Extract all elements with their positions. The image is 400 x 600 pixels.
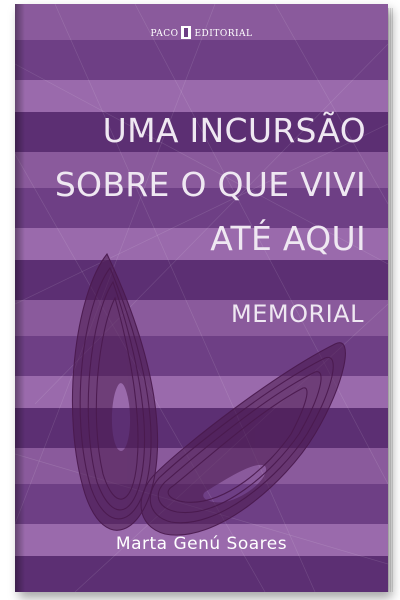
book-subtitle: MEMORIAL: [230, 300, 364, 328]
title-line-1: UMA INCURSÃO: [102, 111, 366, 150]
spine-shadow: [15, 4, 25, 592]
title-line-3: ATÉ AQUI: [210, 219, 366, 258]
author-name: Marta Genú Soares: [115, 534, 288, 554]
publisher-logo-icon: [181, 26, 191, 39]
book-cover: [15, 4, 388, 592]
publisher-name-left: PACO: [150, 29, 179, 39]
publisher-name-right: EDITORIAL: [194, 29, 253, 39]
publisher-logo: [15, 26, 388, 39]
page-edges: [388, 8, 393, 592]
title-line-2: SOBRE O QUE VIVI: [54, 165, 366, 204]
book-title: [26, 104, 366, 266]
strange-attractor-illustration-icon: [55, 234, 355, 554]
